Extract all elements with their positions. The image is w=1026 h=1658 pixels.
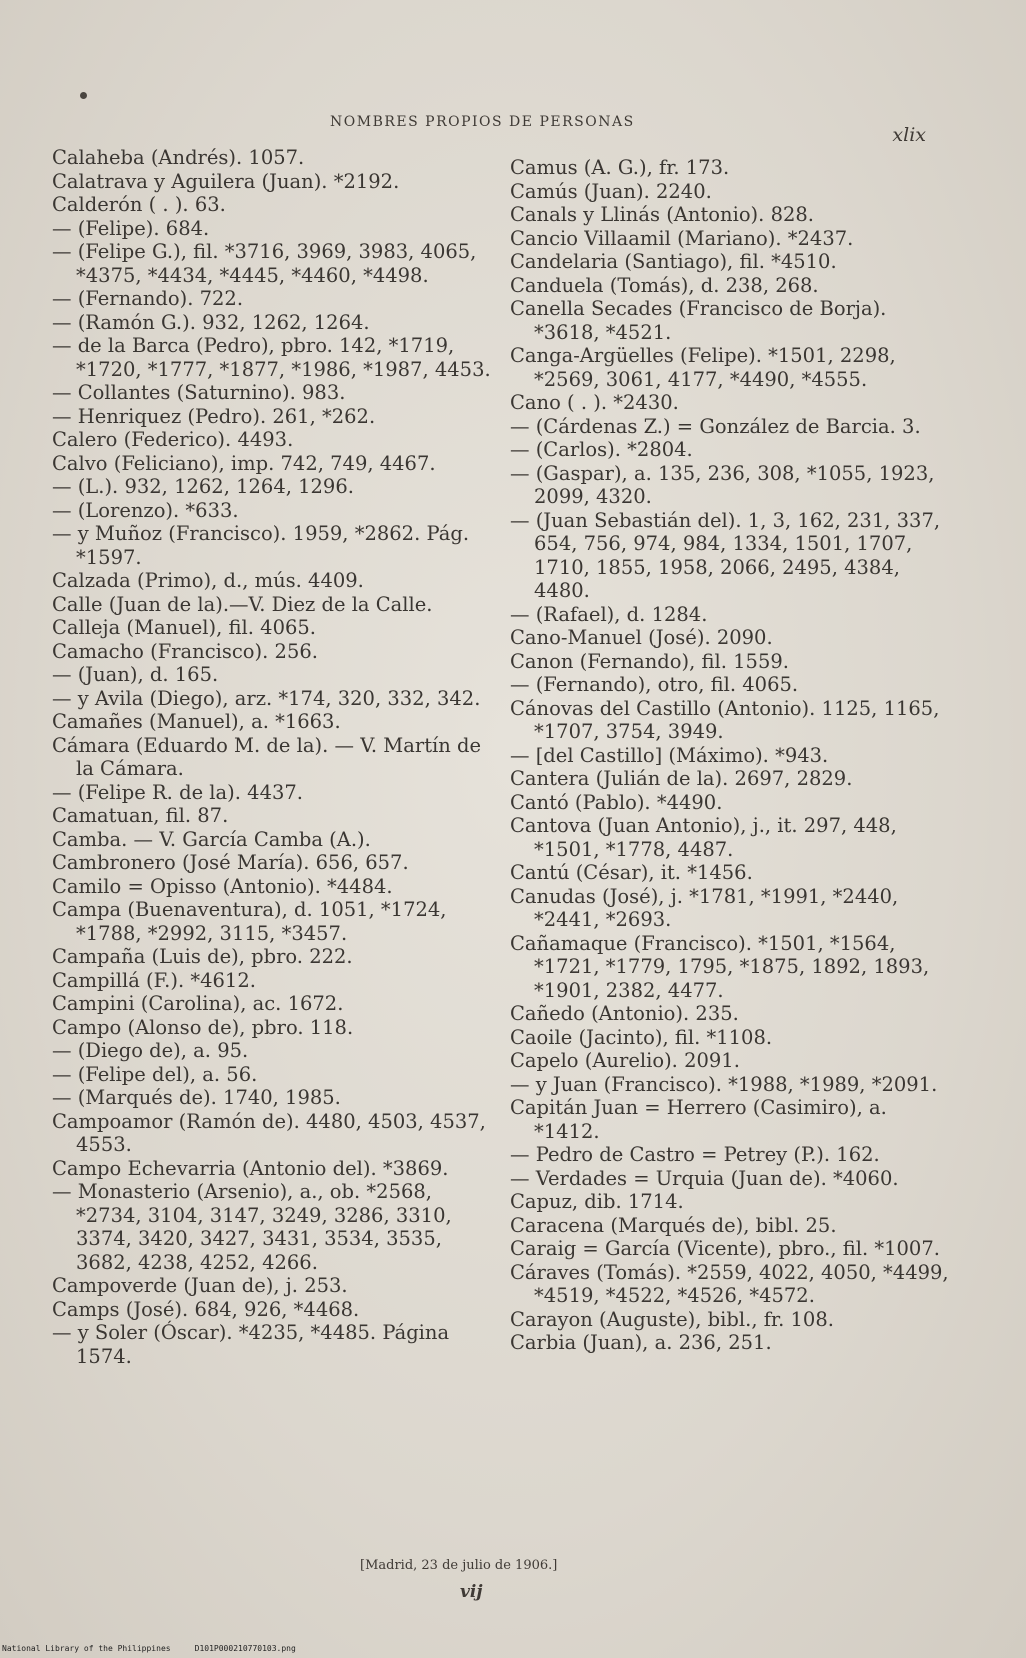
index-entry: Cano-Manuel (José). 2090. (510, 626, 773, 649)
index-entry: Calvo (Feliciano), imp. 742, 749, 4467. (52, 451, 436, 475)
index-entry: Carayon (Auguste), bibl., fr. 108. (510, 1307, 834, 1331)
index-entry: Capuz, dib. 1714. (510, 1190, 684, 1213)
index-entry: Caoile (Jacinto), fil. *1108. (510, 1025, 773, 1049)
scan-footer: National Library of the Philippines D101P000210770103.png (2, 1644, 296, 1653)
index-entry: Calaheba (Andrés). 1057. (52, 146, 305, 169)
index-entry: Campoamor (Ramón de). 4480, 4503, 4537, 4553. (52, 1109, 486, 1156)
index-entry: — (Fernando). 722. (52, 287, 244, 310)
index-entry: Camús (Juan). 2240. (510, 179, 712, 203)
index-entry: — (Felipe G.), fil. *3716, 3969, 3983, 4065, *4375, *4434, *4445, *4460, *4498. (52, 240, 477, 287)
index-entry: Campa (Buenaventura), d. 1051, *1724, *1788, *2992, 3115, *3457. (52, 898, 447, 945)
index-entry: — y Soler (Óscar). *4235, *4485. Página 1574. (52, 1321, 450, 1368)
index-entry: Camacho (Francisco). 256. (52, 639, 318, 663)
index-entry: — (Marqués de). 1740, 1985. (52, 1086, 341, 1109)
index-column-right (510, 156, 950, 1355)
index-entry: Cáraves (Tomás). *2559, 4022, 4050, *4499, *4519, *4522, *4526, *4572. (510, 1260, 949, 1307)
index-entry: Capelo (Aurelio). 2091. (510, 1049, 740, 1072)
index-entry: Cánovas del Castillo (Antonio). 1125, 1165, *1707, 3754, 3949. (510, 696, 940, 743)
index-entry: Calle (Juan de la).—V. Diez de la Calle. (52, 592, 433, 616)
index-entry: Campoverde (Juan de), j. 253. (52, 1274, 348, 1297)
index-entry: — (Juan Sebastián del). 1, 3, 162, 231, 337, 654, 756, 974, 984, 1334, 1501, 1707, 1710, 1855, 1958, 2066, 2495, 4384, 4480. (510, 508, 941, 602)
index-entry: Cantera (Julián de la). 2697, 2829. (510, 767, 853, 790)
index-entry: Camatuan, fil. 87. (52, 804, 229, 827)
index-entry: Cambronero (José María). 656, 657. (52, 851, 409, 874)
index-entry: Canella Secades (Francisco de Borja). *3618, *4521. (510, 297, 887, 344)
index-entry: Camilo = Opisso (Antonio). *4484. (52, 874, 393, 898)
index-entry: — (Gaspar), a. 135, 236, 308, *1055, 1923, 2099, 4320. (510, 461, 935, 508)
index-entry: — (Felipe R. de la). 4437. (52, 780, 303, 804)
index-entry: Campini (Carolina), ac. 1672. (52, 992, 344, 1015)
ink-dot (80, 92, 87, 99)
index-entry: — Collantes (Saturnino). 983. (52, 381, 346, 404)
index-entry: Canon (Fernando), fil. 1559. (510, 649, 789, 673)
index-entry: Canals y Llinás (Antonio). 828. (510, 203, 814, 226)
index-entry: Canudas (José), j. *1781, *1991, *2440, *2441, *2693. (510, 884, 899, 931)
index-entry: — [del Castillo] (Máximo). *943. (510, 743, 829, 767)
index-entry: Candelaria (Santiago), fil. *4510. (510, 250, 837, 273)
index-entry: — (Felipe). 684. (52, 216, 210, 240)
index-entry: Camps (José). 684, 926, *4468. (52, 1297, 360, 1321)
index-entry: — (Cárdenas Z.) = González de Barcia. 3. (510, 414, 921, 438)
index-entry: Camañes (Manuel), a. *1663. (52, 710, 341, 733)
index-entry: — Monasterio (Arsenio), a., ob. *2568, *2734, 3104, 3147, 3249, 3286, 3310, 3374, 3420, 3427, 3431, 3534, 3535, 3682, 4238, 4252, 4266. (52, 1180, 452, 1274)
index-entry: — (Ramón G.). 932, 1262, 1264. (52, 310, 370, 334)
index-entry: — (Carlos). *2804. (510, 438, 693, 461)
index-entry: Cancio Villaamil (Mariano). *2437. (510, 226, 854, 250)
index-entry: Campo Echevarria (Antonio del). *3869. (52, 1156, 449, 1180)
index-entry: — (Juan), d. 165. (52, 663, 219, 686)
printer-signature: vij (460, 1582, 483, 1602)
index-entry: Calatrava y Aguilera (Juan). *2192. (52, 169, 400, 193)
running-head: NOMBRES PROPIOS DE PERSONAS (330, 114, 635, 130)
index-entry: Campo (Alonso de), pbro. 118. (52, 1015, 354, 1039)
index-entry: — (Diego de), a. 95. (52, 1039, 249, 1062)
index-entry: — (Lorenzo). *633. (52, 498, 239, 522)
index-entry: Camba. — V. García Camba (A.). (52, 827, 371, 851)
index-entry: — Verdades = Urquia (Juan de). *4060. (510, 1166, 899, 1190)
imprint-date: [Madrid, 23 de julio de 1906.] (360, 1558, 558, 1573)
index-entry: Canga-Argüelles (Felipe). *1501, 2298, *2569, 3061, 4177, *4490, *4555. (510, 344, 896, 391)
index-column-left (52, 146, 494, 1368)
index-entry: Camus (A. G.), fr. 173. (510, 156, 730, 179)
index-entry: Cámara (Eduardo M. de la). — V. Martín de la Cámara. (52, 733, 482, 780)
index-entry: — y Juan (Francisco). *1988, *1989, *2091. (510, 1072, 938, 1096)
index-entry: Canduela (Tomás), d. 238, 268. (510, 273, 819, 297)
index-entry: Campillá (F.). *4612. (52, 968, 256, 992)
index-entry: Capitán Juan = Herrero (Casimiro), a. *1412. (510, 1096, 887, 1143)
index-entry: Calderón ( . ). 63. (52, 193, 226, 216)
index-entry: — y Muñoz (Francisco). 1959, *2862. Pág. *1597. (52, 522, 470, 569)
index-entry: Cano ( . ). *2430. (510, 391, 679, 414)
index-entry: Cantova (Juan Antonio), j., it. 297, 448, *1501, *1778, 4487. (510, 814, 897, 861)
index-entry: — de la Barca (Pedro), pbro. 142, *1719, *1720, *1777, *1877, *1986, *1987, 4453. (52, 334, 491, 381)
index-entry: Carbia (Juan), a. 236, 251. (510, 1331, 772, 1354)
index-entry: Cañedo (Antonio). 235. (510, 1002, 739, 1025)
index-entry: — (L.). 932, 1262, 1264, 1296. (52, 475, 354, 498)
index-entry: — (Felipe del), a. 56. (52, 1062, 258, 1086)
index-entry: — (Rafael), d. 1284. (510, 602, 708, 626)
index-entry: Calleja (Manuel), fil. 4065. (52, 616, 316, 639)
index-entry: — Henriquez (Pedro). 261, *262. (52, 404, 376, 428)
index-entry: Cantú (César), it. *1456. (510, 861, 753, 884)
index-entry: Caraig = García (Vicente), pbro., fil. *1007. (510, 1237, 940, 1260)
index-entry: Cantó (Pablo). *4490. (510, 790, 723, 814)
index-entry: — Pedro de Castro = Petrey (P.). 162. (510, 1143, 880, 1166)
page-number: xlix (892, 124, 926, 146)
index-entry: — y Avila (Diego), arz. *174, 320, 332, 342. (52, 686, 481, 710)
index-entry: — (Fernando), otro, fil. 4065. (510, 673, 799, 696)
index-entry: Calzada (Primo), d., mús. 4409. (52, 569, 364, 592)
index-entry: Campaña (Luis de), pbro. 222. (52, 945, 353, 968)
index-entry: Cañamaque (Francisco). *1501, *1564, *1721, *1779, 1795, *1875, 1892, 1893, *1901, 2382, 4477. (510, 931, 930, 1002)
index-entry: Calero (Federico). 4493. (52, 428, 294, 451)
index-entry: Caracena (Marqués de), bibl. 25. (510, 1213, 837, 1237)
